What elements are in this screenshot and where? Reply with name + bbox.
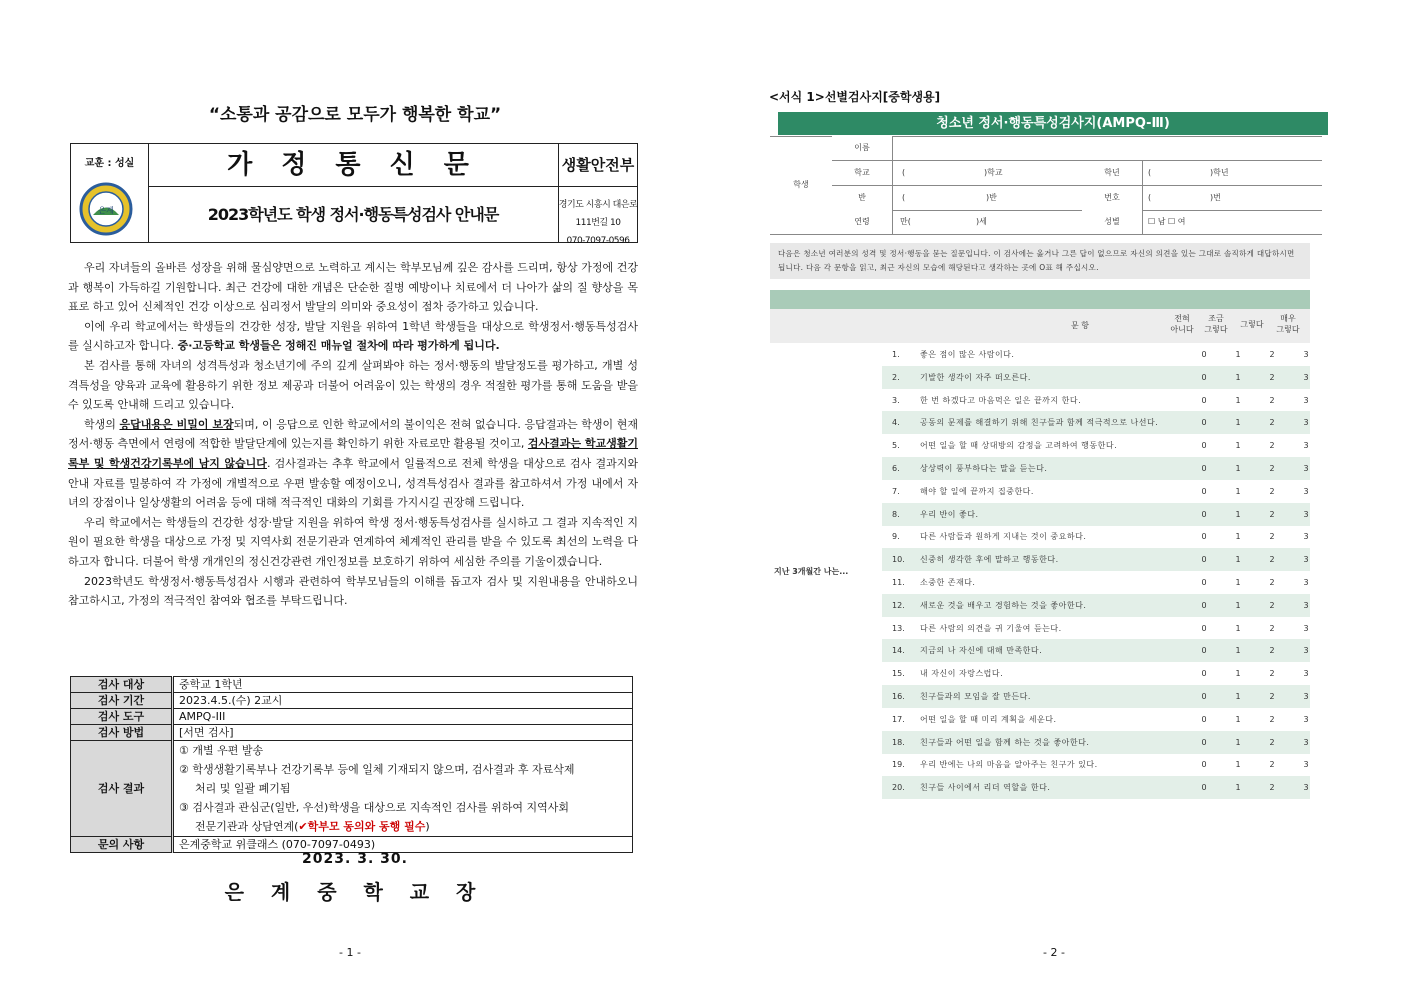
result-item-2: ② 학생생활기록부나 건강기록부 등에 일체 기재되지 않으며, 검사결과 후 자료삭제: [179, 763, 575, 776]
answer-option-1[interactable]: 1: [1235, 509, 1241, 519]
answer-option-1[interactable]: 1: [1235, 737, 1241, 747]
paragraph-2-text: 이에 우리 학교에서는 학생들의 건강한 성장, 발달 지원을 위하여 1학년 학생들을 대상으로 학생정서·행동특성검사를 실시하고자 합니다.: [68, 319, 638, 353]
answer-option-0[interactable]: 0: [1201, 737, 1207, 747]
answer-option-0[interactable]: 0: [1201, 486, 1207, 496]
question-row: [882, 639, 1310, 662]
answer-option-0[interactable]: 0: [1201, 669, 1207, 679]
result-item-3-cont: [179, 817, 627, 836]
field-grade-paren: (: [1148, 168, 1152, 177]
field-number-unit: )번: [1210, 193, 1221, 202]
question-text: 기발한 생각이 자주 떠오른다.: [920, 372, 1031, 382]
answer-option-3[interactable]: 3: [1303, 395, 1309, 405]
question-text: 해야 할 일에 끝까지 집중한다.: [920, 486, 1034, 496]
answer-option-3[interactable]: 3: [1303, 486, 1309, 496]
field-number-label: 번호: [1082, 186, 1142, 210]
question-row: [882, 503, 1310, 526]
field-school-unit: )학교: [984, 168, 1003, 177]
answer-option-3[interactable]: 3: [1303, 441, 1309, 451]
answer-option-2[interactable]: 2: [1269, 646, 1275, 656]
paragraph-2-bold: 중·고등학교 학생들은 정해진 매뉴얼 절차에 따라 평가하게 됩니다.: [177, 339, 500, 353]
answer-option-0[interactable]: 0: [1201, 532, 1207, 542]
header-col-3: [1274, 313, 1302, 335]
question-row: [882, 708, 1310, 731]
answer-option-3[interactable]: 3: [1303, 372, 1309, 382]
question-text: 새로운 것을 배우고 경험하는 것을 좋아한다.: [920, 600, 1087, 610]
value-tool: AMPQ-III: [173, 709, 633, 725]
header-col-0: [1168, 313, 1196, 335]
question-row: [882, 617, 1310, 640]
question-row: [882, 411, 1310, 434]
question-text: 친구들 사이에서 리더 역할을 한다.: [920, 783, 1051, 793]
question-number: 17.: [892, 714, 905, 724]
question-text: 다른 사람의 의견을 귀 기울여 듣는다.: [920, 623, 1062, 633]
question-header-row: [770, 309, 1310, 343]
answer-option-1[interactable]: 1: [1235, 372, 1241, 382]
answer-option-3[interactable]: 3: [1303, 509, 1309, 519]
answer-option-3[interactable]: 3: [1303, 555, 1309, 565]
result-item-3-text: 전문기관과 상담연계(: [195, 820, 299, 833]
question-text: 다른 사람들과 원하게 지내는 것이 중요하다.: [920, 532, 1087, 542]
value-period: 2023.4.5.(수) 2교시: [173, 693, 633, 709]
answer-option-3[interactable]: 3: [1303, 783, 1309, 793]
info-row-target: [71, 677, 633, 693]
question-text: 공동의 문제를 해결하기 위해 친구들과 함께 적극적으로 나선다.: [920, 418, 1159, 428]
paragraph-4-text-c: . 검사결과는 추후 학교에서 일률적으로 전체 학생을 대상으로 검사 결과지와 안내 자료를 밀봉하여 각 가정에 개별적으로 우편 발송할 예정이오니, 성격특성검사 결과를 참고하셔서 가정 내에서 자녀의 장점이나 일상생활의 어려움 등에 대해 적극적인 대화의 기회를 가지시길 권장해 드립니다.: [68, 456, 638, 510]
answer-option-0[interactable]: 0: [1201, 783, 1207, 793]
answer-option-2[interactable]: 2: [1269, 760, 1275, 770]
question-text: 한 번 하겠다고 마음먹은 일은 끝까지 한다.: [920, 395, 1082, 405]
school-phone: 070-7097-0596: [566, 236, 630, 246]
question-number: 2.: [892, 372, 900, 382]
answer-option-2[interactable]: 2: [1269, 395, 1275, 405]
question-header-band: [770, 290, 1310, 309]
question-row: [882, 480, 1310, 503]
answer-option-2[interactable]: 2: [1269, 441, 1275, 451]
header-col-0-line-1: 전혀: [1174, 314, 1190, 323]
question-number: 6.: [892, 464, 900, 473]
answer-option-0[interactable]: 0: [1201, 714, 1207, 724]
answer-option-1[interactable]: 1: [1235, 418, 1241, 428]
paragraph-4-underline-b: 검사결과는 학교생활기록부 및 학생건강기록부에 남지 않습니다: [68, 437, 638, 470]
newsletter-header: [70, 143, 638, 246]
question-number: 19.: [892, 760, 905, 770]
question-text: 상상력이 풍부하다는 말을 듣는다.: [920, 464, 1048, 473]
answer-option-0[interactable]: 0: [1201, 464, 1207, 473]
answer-option-1[interactable]: 1: [1235, 441, 1241, 451]
answer-option-1[interactable]: 1: [1235, 783, 1241, 793]
question-row: [882, 457, 1310, 480]
info-row-period: [71, 693, 633, 709]
student-label: 학생: [770, 173, 832, 197]
paragraph-4-underline-a: 응답내용은 비밀이 보장: [119, 417, 234, 431]
paragraph-6: 2023학년도 학생정서·행동특성검사 시행과 관련하여 학부모님들의 이해를 돕고자 검사 및 지원내용을 안내하오니 참고하시고, 가정의 적극적인 참여와 협조를 부탁드립니다.: [68, 574, 638, 608]
header-col-1: [1202, 313, 1230, 335]
answer-option-0[interactable]: 0: [1201, 509, 1207, 519]
student-info-grid: [770, 136, 1322, 235]
letter-date: 2023. 3. 30.: [302, 851, 408, 867]
header-col-1-line-2: 그렇다: [1204, 325, 1228, 334]
question-row: [882, 685, 1310, 708]
answer-option-3[interactable]: 3: [1303, 464, 1309, 473]
paragraph-3: 본 검사를 통해 자녀의 성격특성과 청소년기에 주의 깊게 살펴봐야 하는 정서·행동의 발달정도를 평가하고, 개별 성격특성을 양육과 교육에 활용하기 위한 정보 제공과 더불어 어려움이 있는 학생의 경우 적절한 평가를 통해 도움을 받을 수 있도록 안내해 드리고 있습니다.: [68, 358, 638, 412]
question-row: [882, 366, 1310, 389]
paragraph-4-text-b: 되며, 이 응답으로 인한 학교에서의 불이익은 전혀 없습니다. 응답결과는 학생이 현재 정서·행동 측면에서 연령에 적합한 발달단계에 있는지를 확인하기 위한 자료로만 활용될 것이고,: [68, 417, 639, 451]
answer-option-3[interactable]: 3: [1303, 692, 1309, 701]
question-text: 어떤 일을 할 때 상대방의 감정을 고려하여 행동한다.: [920, 441, 1118, 451]
field-age-value: 만(: [900, 217, 911, 226]
answer-option-0[interactable]: 0: [1201, 350, 1207, 359]
answer-option-0[interactable]: 0: [1201, 646, 1207, 656]
answer-option-2[interactable]: 2: [1269, 350, 1275, 359]
question-number: 12.: [892, 600, 905, 610]
header-right-cell: [558, 144, 638, 246]
answer-option-3[interactable]: 3: [1303, 669, 1309, 679]
answer-option-1[interactable]: 1: [1235, 623, 1241, 633]
info-row-method: [71, 725, 633, 741]
answer-option-2[interactable]: 2: [1269, 372, 1275, 382]
question-number: 16.: [892, 692, 905, 701]
school-contact: [558, 196, 638, 250]
field-class-label: 반: [832, 186, 892, 210]
answer-option-0[interactable]: 0: [1201, 372, 1207, 382]
page-number-2: - 2 -: [1043, 946, 1065, 959]
field-number-paren: (: [1148, 193, 1152, 202]
answer-option-0[interactable]: 0: [1201, 441, 1207, 451]
field-class-paren: (: [902, 193, 906, 202]
principal-signature: 은 계 중 학 교 장: [224, 880, 486, 904]
answer-option-2[interactable]: 2: [1269, 486, 1275, 496]
answer-option-0[interactable]: 0: [1201, 623, 1207, 633]
page-1: [0, 0, 700, 992]
question-text: 우리 반이 좋다.: [920, 509, 979, 519]
question-text: 친구들과의 모임을 잘 만든다.: [920, 692, 1031, 701]
answer-option-0[interactable]: 0: [1201, 418, 1207, 428]
answer-option-2[interactable]: 2: [1269, 418, 1275, 428]
value-result: [173, 741, 633, 837]
page-number-1: - 1 -: [339, 946, 361, 959]
answer-option-2[interactable]: 2: [1269, 555, 1275, 565]
header-col-0-line-2: 아니다: [1170, 325, 1194, 334]
info-row-result: [71, 741, 633, 837]
question-text: 어떤 일을 할 때 미리 계획을 세운다.: [920, 714, 1057, 724]
question-text: 소중한 존재다.: [920, 578, 976, 587]
value-target: 중학교 1학년: [173, 677, 633, 693]
paragraph-4-text-a: 학생의: [84, 417, 120, 431]
paragraph-1: 우리 자녀들의 올바른 성장을 위해 물심양면으로 노력하고 계시는 학부모님께 깊은 감사를 드리며, 항상 가정에 건강과 행복이 가득하길 기원합니다. 최근 건강에 대한 개념은 단순한 질병 예방이나 치료에서 더 나아가 삶의 질 향상을 목표로 하고 있어 신체적인 건강 이상으로 심리정서 발달의 의미와 중요성이 점차 증가하고 있습니다.: [68, 261, 638, 314]
value-method: [서면 검사]: [173, 725, 633, 741]
answer-option-2[interactable]: 2: [1269, 669, 1275, 679]
question-row: [882, 389, 1310, 412]
answer-option-0[interactable]: 0: [1201, 578, 1207, 587]
logo-text: 은계: [98, 206, 114, 215]
letter-body: [68, 258, 638, 611]
question-number: 4.: [892, 418, 900, 428]
answer-option-3[interactable]: 3: [1303, 737, 1309, 747]
question-row: [882, 594, 1310, 617]
result-item-2-cont: 처리 및 일괄 폐기됨: [195, 782, 291, 795]
questionnaire-banner: 청소년 정서·행동특성검사지(AMPQ-Ⅲ): [778, 112, 1328, 135]
question-number: 7.: [892, 486, 900, 496]
field-gender-options[interactable]: ☐ 남 ☐ 여: [1148, 217, 1186, 226]
answer-option-2[interactable]: 2: [1269, 714, 1275, 724]
question-row: [882, 343, 1310, 366]
answer-option-1[interactable]: 1: [1235, 350, 1241, 359]
header-col-2: 그렇다: [1240, 320, 1264, 329]
past-three-months-label: 지난 3개월간 나는...: [774, 567, 849, 576]
value-contact: 은계중학교 위클래스 (070-7097-0493): [173, 837, 633, 853]
result-item-3-close: ): [425, 820, 430, 833]
answer-option-0[interactable]: 0: [1201, 395, 1207, 405]
label-target: 검사 대상: [71, 677, 173, 693]
answer-option-2[interactable]: 2: [1269, 600, 1275, 610]
answer-option-1[interactable]: 1: [1235, 669, 1241, 679]
header-col-3-line-1: 매우: [1280, 314, 1296, 323]
question-row: [882, 571, 1310, 594]
question-number: 11.: [892, 578, 905, 587]
answer-option-3[interactable]: 3: [1303, 623, 1309, 633]
answer-option-1[interactable]: 1: [1235, 464, 1241, 473]
form-title: <서식 1>선별검사지[중학생용]: [769, 90, 941, 104]
question-text: 좋은 점이 많은 사람이다.: [920, 350, 1015, 359]
question-number: 15.: [892, 669, 905, 679]
answer-option-2[interactable]: 2: [1269, 578, 1275, 587]
info-row-tool: [71, 709, 633, 725]
answer-option-0[interactable]: 0: [1201, 555, 1207, 565]
answer-option-3[interactable]: 3: [1303, 600, 1309, 610]
answer-option-3[interactable]: 3: [1303, 532, 1309, 542]
field-school-paren: (: [902, 168, 906, 177]
result-item-1: ① 개별 우편 발송: [179, 744, 264, 757]
newsletter-title: 가 정 통 신 문: [148, 144, 558, 187]
question-row: [882, 434, 1310, 457]
answer-option-1[interactable]: 1: [1235, 395, 1241, 405]
label-tool: 검사 도구: [71, 709, 173, 725]
question-row: [882, 776, 1310, 799]
answer-option-3[interactable]: 3: [1303, 760, 1309, 770]
header-col-1-line-1: 조금: [1208, 314, 1224, 323]
label-contact: 문의 사항: [71, 837, 173, 853]
field-grade-unit: )학년: [1210, 168, 1229, 177]
question-number: 1.: [892, 350, 900, 359]
answer-option-3[interactable]: 3: [1303, 646, 1309, 656]
paragraph-5: 우리 학교에서는 학생들의 건강한 성장·발달 지원을 위하여 학생 정서·행동특성검사를 실시하고 그 결과 지속적인 지원이 필요한 학생을 대상으로 가정 및 지역사회 전문기관과 연계하여 체계적인 관리를 받을 수 있도록 최선의 노력을 다하고자 합니다. 더불어 학생 개개인의 정신건강관련 개인정보를 보호하기 위하여 세심한 주의를 기울이겠습니다.: [68, 515, 638, 568]
answer-option-3[interactable]: 3: [1303, 350, 1309, 359]
result-item-3: ③ 검사결과 관심군(일반, 우선)학생을 대상으로 지속적인 검사를 위하여 지역사회: [179, 801, 569, 814]
question-row: [882, 731, 1310, 754]
answer-option-1[interactable]: 1: [1235, 555, 1241, 565]
question-row: [882, 662, 1310, 685]
school-address: 경기도 시흥시 대은로 111번길 10: [558, 200, 638, 228]
page-2: [702, 0, 1403, 992]
field-gender-label: 성별: [1082, 210, 1142, 234]
school-slogan: “소통과 공감으로 모두가 행복한 학교”: [208, 105, 502, 125]
answer-option-2[interactable]: 2: [1269, 532, 1275, 542]
question-number: 14.: [892, 646, 905, 656]
question-number: 13.: [892, 623, 905, 633]
question-text: 지금의 나 자신에 대해 만족한다.: [920, 646, 1043, 656]
question-text: 신중히 생각한 후에 말하고 행동한다.: [920, 555, 1059, 565]
header-question: 문 항: [1071, 321, 1089, 330]
label-method: 검사 방법: [71, 725, 173, 741]
question-text: 친구들과 어떤 일을 함께 하는 것을 좋아한다.: [920, 737, 1090, 747]
question-number: 18.: [892, 737, 905, 747]
answer-option-2[interactable]: 2: [1269, 464, 1275, 473]
question-text: 내 자신이 자랑스럽다.: [920, 669, 1004, 679]
question-row: [882, 753, 1310, 776]
header-col-3-line-2: 그렇다: [1276, 325, 1300, 334]
answer-option-3[interactable]: 3: [1303, 714, 1309, 724]
answer-option-1[interactable]: 1: [1235, 692, 1241, 701]
answer-option-2[interactable]: 2: [1269, 692, 1275, 701]
field-grade-label: 학년: [1082, 161, 1142, 185]
answer-option-1[interactable]: 1: [1235, 532, 1241, 542]
field-class-unit: )반: [986, 193, 997, 202]
label-period: 검사 기간: [71, 693, 173, 709]
question-number: 9.: [892, 532, 900, 542]
question-row: [882, 525, 1310, 548]
answer-option-1[interactable]: 1: [1235, 714, 1241, 724]
newsletter-subtitle: 2023학년도 학생 정서·행동특성검사 안내문: [207, 205, 499, 224]
question-number: 10.: [892, 555, 905, 565]
field-age-label: 연령: [832, 210, 892, 234]
field-school-label: 학교: [832, 161, 892, 185]
paragraph-4: [68, 415, 638, 513]
header-middle-cell: [148, 144, 559, 242]
answer-option-2[interactable]: 2: [1269, 509, 1275, 519]
field-age-unit: )세: [976, 217, 987, 226]
answer-option-2[interactable]: 2: [1269, 783, 1275, 793]
answer-option-1[interactable]: 1: [1235, 600, 1241, 610]
answer-option-0[interactable]: 0: [1201, 692, 1207, 701]
question-number: 20.: [892, 783, 905, 793]
answer-option-1[interactable]: 1: [1235, 646, 1241, 656]
instructions-box: 다음은 청소년 여러분의 성격 및 정서·행동을 묻는 질문입니다. 이 검사에는 옳거나 그른 답이 없으므로 자신의 의견을 있는 그대로 솔직하게 대답하시면 됩니다. 다음 각 문항을 읽고, 최근 자신의 모습에 해당된다고 생각하는 곳에 O표 해 주십시오.: [770, 243, 1310, 279]
answer-option-1[interactable]: 1: [1235, 486, 1241, 496]
answer-option-1[interactable]: 1: [1235, 760, 1241, 770]
question-row: [882, 548, 1310, 571]
answer-option-1[interactable]: 1: [1235, 578, 1241, 587]
parent-consent-note: ✔학부모 동의와 동행 필수: [298, 820, 426, 833]
question-number: 5.: [892, 441, 900, 451]
department-name: 생활안전부: [558, 144, 638, 187]
answer-option-0[interactable]: 0: [1201, 600, 1207, 610]
question-text: 우리 반에는 나의 마음을 알아주는 친구가 있다.: [920, 760, 1098, 770]
school-logo: [79, 182, 133, 236]
label-result: 검사 결과: [71, 741, 173, 837]
school-motto: 교훈 : 성실: [84, 158, 135, 169]
answer-option-0[interactable]: 0: [1201, 760, 1207, 770]
header-left-cell: [71, 144, 149, 242]
question-number: 3.: [892, 395, 900, 405]
answer-option-3[interactable]: 3: [1303, 418, 1309, 428]
answer-option-2[interactable]: 2: [1269, 737, 1275, 747]
answer-option-2[interactable]: 2: [1269, 623, 1275, 633]
question-number: 8.: [892, 509, 900, 519]
field-name-label: 이름: [832, 136, 892, 160]
answer-option-3[interactable]: 3: [1303, 578, 1309, 587]
test-info-table: [70, 676, 633, 853]
paragraph-2: [68, 317, 638, 356]
